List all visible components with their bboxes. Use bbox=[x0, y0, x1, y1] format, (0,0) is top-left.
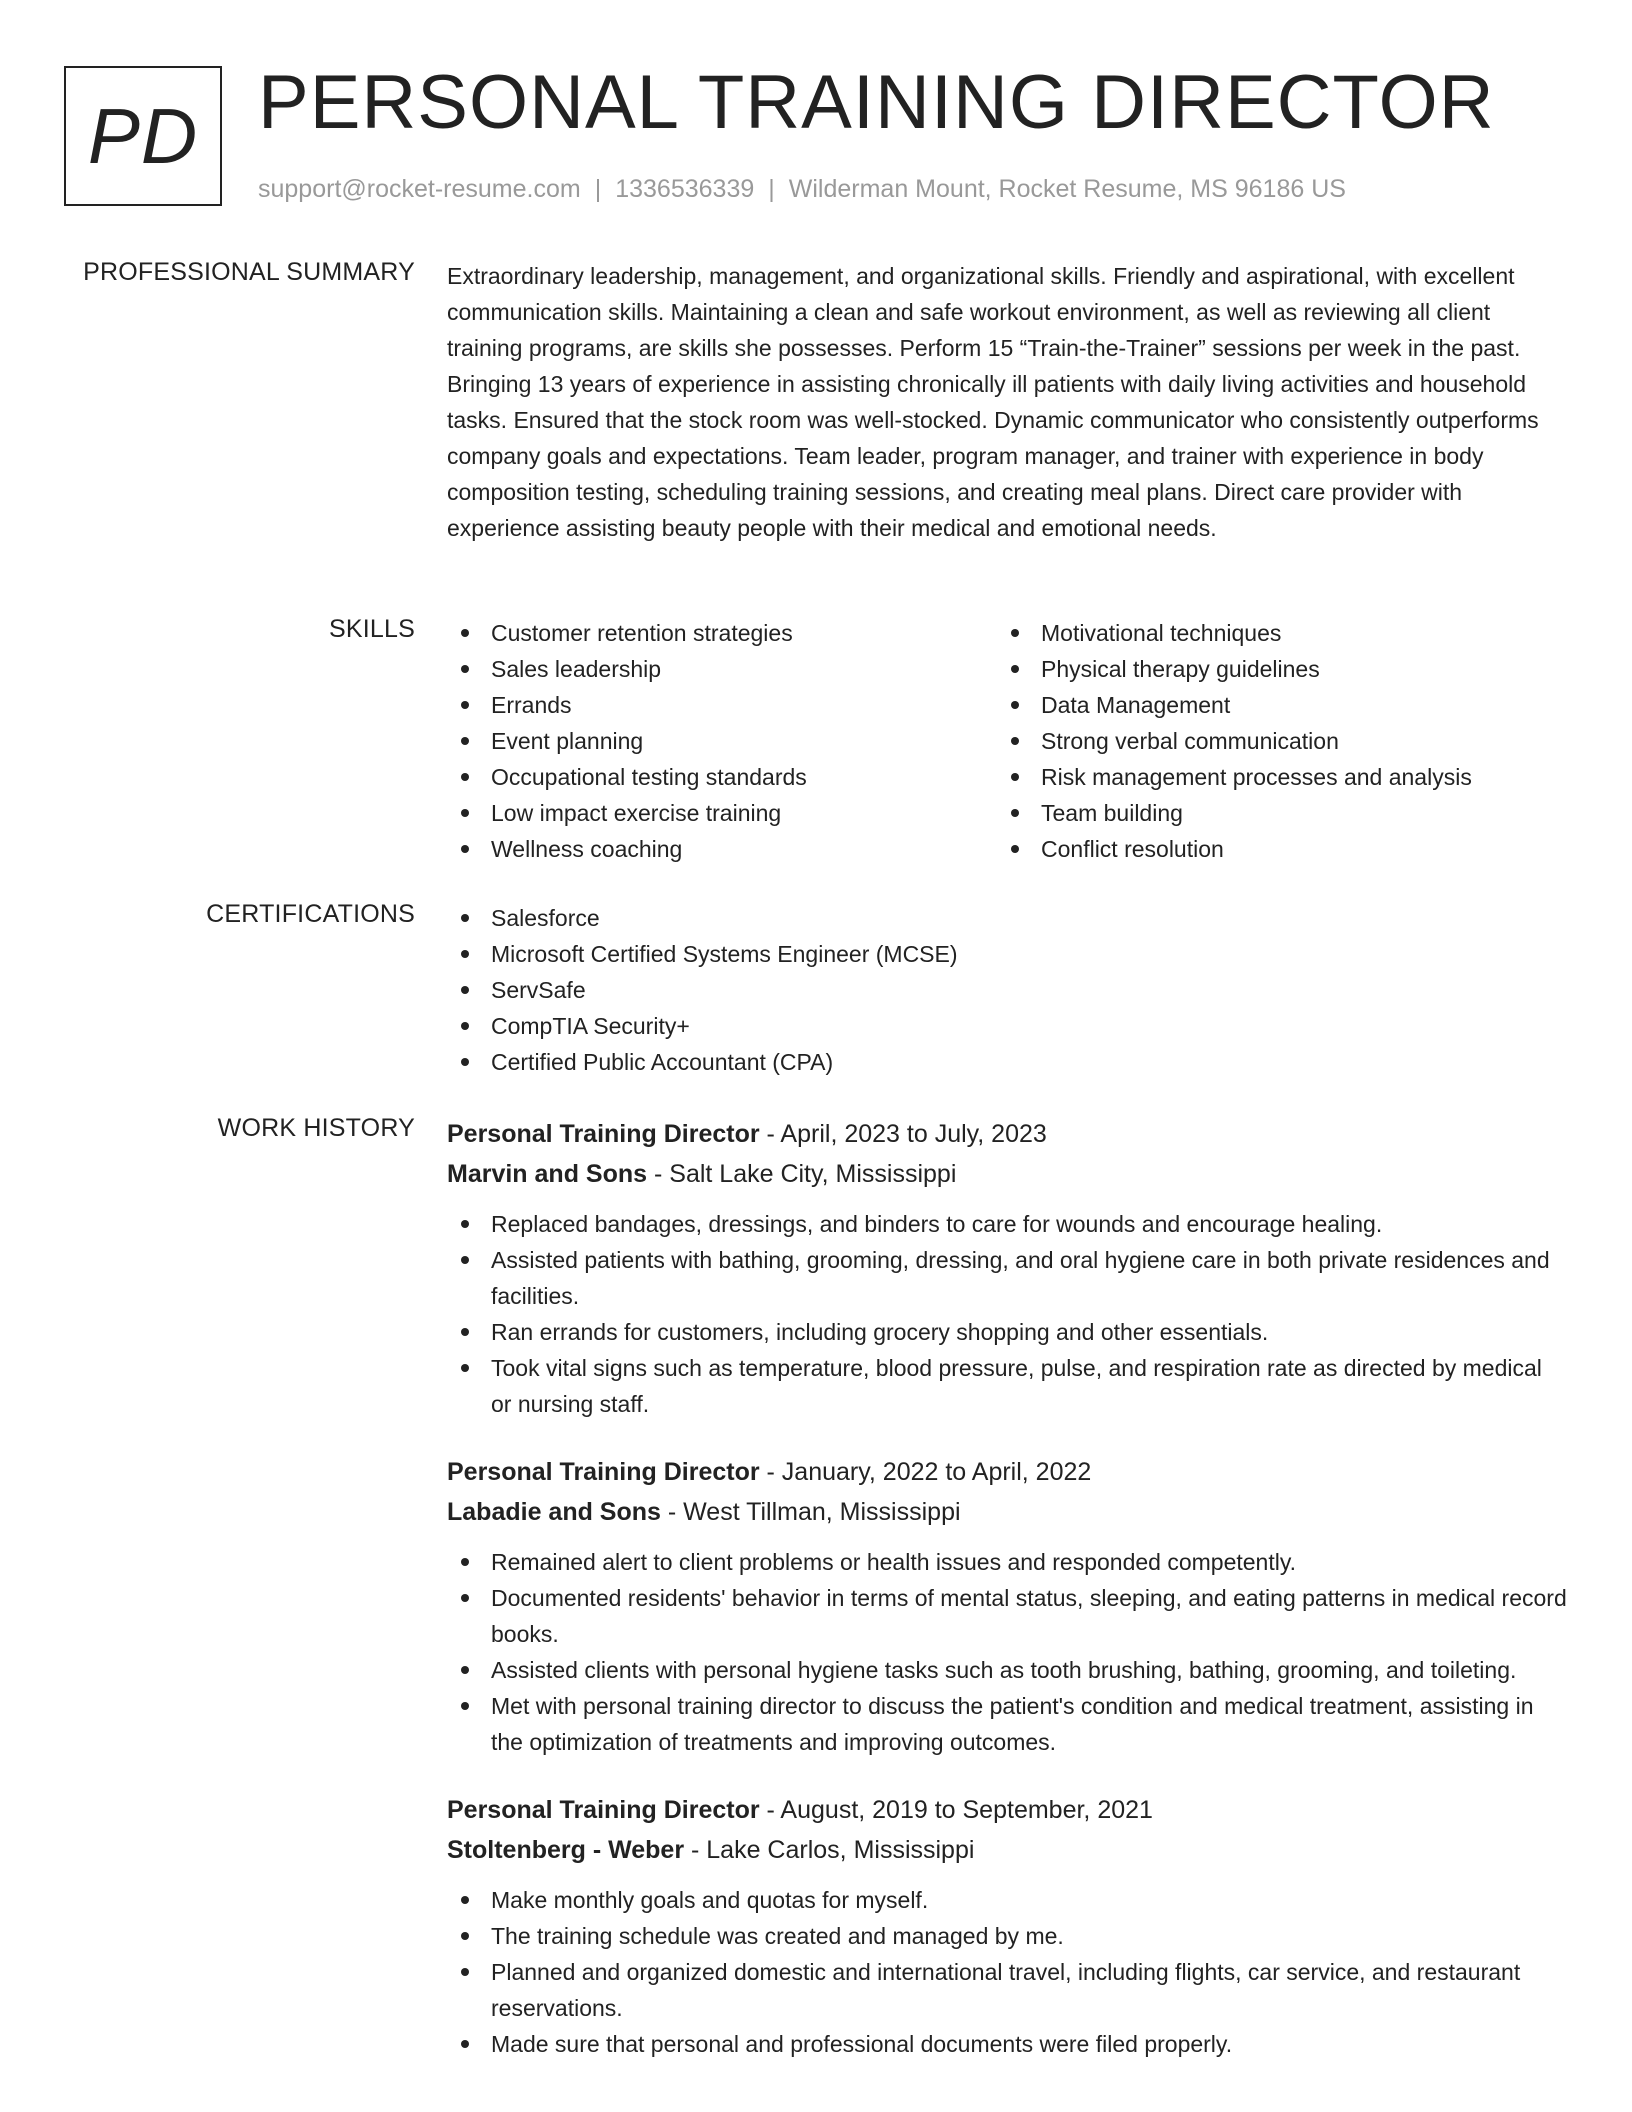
job-location: - Lake Carlos, Mississippi bbox=[684, 1836, 975, 1864]
summary-text: Extraordinary leadership, management, and organizational skills. Friendly and aspirational, with excellent communication skills. Maintaining a clean and safe workout environment, as well as reviewing all client training programs, are skills she possesses. Perform 15 “Train-the-Trainer” sessions per week in the past. Bringing 13 years of experience in assisting chronically ill patients with daily living activities and household tasks. Ensured that the stock room was well-stocked. Dynamic communicator who consistently outperforms company goals and expectations. Team leader, program manager, and trainer with experience in body composition testing, scheduling training sessions, and creating meal plans. Direct care provider with experience assisting beauty people with their medical and emotional needs. bbox=[447, 263, 1539, 541]
skill-item: Customer retention strategies bbox=[447, 615, 997, 651]
skill-item: Errands bbox=[447, 687, 997, 723]
certification-item: Salesforce bbox=[447, 900, 1567, 936]
certification-item: ServSafe bbox=[447, 972, 1567, 1008]
job-bullet: Ran errands for customers, including grocery shopping and other essentials. bbox=[447, 1314, 1567, 1350]
skill-item: Conflict resolution bbox=[997, 831, 1547, 867]
certification-item: CompTIA Security+ bbox=[447, 1008, 1567, 1044]
job-title-line bbox=[447, 1452, 1567, 1492]
job-title: Personal Training Director bbox=[447, 1796, 760, 1824]
job-company: Stoltenberg - Weber bbox=[447, 1836, 685, 1864]
job-bullet: Make monthly goals and quotas for myself. bbox=[447, 1882, 1567, 1918]
section-label-skills: SKILLS bbox=[329, 615, 415, 643]
skill-item: Data Management bbox=[997, 687, 1547, 723]
job-bullet: Assisted clients with personal hygiene tasks such as tooth brushing, bathing, grooming, and toileting. bbox=[447, 1652, 1567, 1688]
monogram-initials: PD bbox=[87, 91, 199, 180]
job-entry bbox=[447, 1790, 1567, 2062]
job-company-line bbox=[447, 1830, 1567, 1870]
job-company-line bbox=[447, 1154, 1567, 1194]
job-dates: - April, 2023 to July, 2023 bbox=[759, 1120, 1047, 1148]
job-title-line bbox=[447, 1790, 1567, 1830]
job-title: Personal Training Director bbox=[447, 1120, 760, 1148]
job-bullet: Planned and organized domestic and international travel, including flights, car service, and restaurant reservations. bbox=[447, 1954, 1567, 2026]
job-company-line bbox=[447, 1492, 1567, 1532]
job-location: - Salt Lake City, Mississippi bbox=[647, 1160, 957, 1188]
section-label-work-history: WORK HISTORY bbox=[217, 1114, 415, 1142]
skill-item: Wellness coaching bbox=[447, 831, 997, 867]
section-label-certifications: CERTIFICATIONS bbox=[206, 900, 415, 928]
skills-column-right bbox=[997, 615, 1547, 867]
job-bullet: Replaced bandages, dressings, and binders to care for wounds and encourage healing. bbox=[447, 1206, 1567, 1242]
skill-item: Motivational techniques bbox=[997, 615, 1547, 651]
contact-separator: | bbox=[594, 175, 602, 203]
job-bullet: Assisted patients with bathing, grooming, dressing, and oral hygiene care in both private residences and facilities. bbox=[447, 1242, 1567, 1314]
section-label-summary: PROFESSIONAL SUMMARY bbox=[83, 258, 415, 286]
skills-column-left bbox=[447, 615, 997, 867]
contact-address: Wilderman Mount, Rocket Resume, MS 96186 US bbox=[788, 175, 1346, 203]
skill-item: Sales leadership bbox=[447, 651, 997, 687]
job-bullet: Documented residents' behavior in terms of mental status, sleeping, and eating patterns in medical record books. bbox=[447, 1580, 1567, 1652]
certification-item: Certified Public Accountant (CPA) bbox=[447, 1044, 1567, 1080]
job-location: - West Tillman, Mississippi bbox=[660, 1498, 961, 1526]
certifications-body bbox=[447, 900, 1567, 1080]
skill-item: Occupational testing standards bbox=[447, 759, 997, 795]
job-company: Labadie and Sons bbox=[447, 1498, 661, 1526]
certification-item: Microsoft Certified Systems Engineer (MCSE) bbox=[447, 936, 1567, 972]
skill-item: Team building bbox=[997, 795, 1547, 831]
job-title-line bbox=[447, 1114, 1567, 1154]
job-bullet: Met with personal training director to discuss the patient's condition and medical treatment, assisting in the optimization of treatments and improving outcomes. bbox=[447, 1688, 1567, 1760]
monogram-box bbox=[64, 66, 222, 206]
resume-title: PERSONAL TRAINING DIRECTOR bbox=[258, 60, 1495, 145]
job-bullet: Remained alert to client problems or health issues and responded competently. bbox=[447, 1544, 1567, 1580]
skill-item: Low impact exercise training bbox=[447, 795, 997, 831]
job-bullet: Took vital signs such as temperature, blood pressure, pulse, and respiration rate as directed by medical or nursing staff. bbox=[447, 1350, 1567, 1422]
summary-body bbox=[447, 258, 1567, 546]
contact-line bbox=[258, 175, 1346, 204]
job-entry bbox=[447, 1452, 1567, 1760]
job-company: Marvin and Sons bbox=[447, 1160, 648, 1188]
job-bullet: Made sure that personal and professional documents were filed properly. bbox=[447, 2026, 1567, 2062]
job-bullet: The training schedule was created and managed by me. bbox=[447, 1918, 1567, 1954]
job-dates: - January, 2022 to April, 2022 bbox=[759, 1458, 1092, 1486]
contact-email: support@rocket-resume.com bbox=[258, 175, 581, 203]
skill-item: Risk management processes and analysis bbox=[997, 759, 1547, 795]
skill-item: Strong verbal communication bbox=[997, 723, 1547, 759]
contact-separator: | bbox=[768, 175, 775, 203]
work-history-body bbox=[447, 1114, 1567, 2092]
contact-phone: 1336536339 bbox=[615, 175, 755, 203]
skill-item: Event planning bbox=[447, 723, 997, 759]
skill-item: Physical therapy guidelines bbox=[997, 651, 1547, 687]
job-dates: - August, 2019 to September, 2021 bbox=[759, 1796, 1153, 1824]
job-entry bbox=[447, 1114, 1567, 1422]
job-title: Personal Training Director bbox=[447, 1458, 760, 1486]
skills-body bbox=[447, 615, 1567, 867]
